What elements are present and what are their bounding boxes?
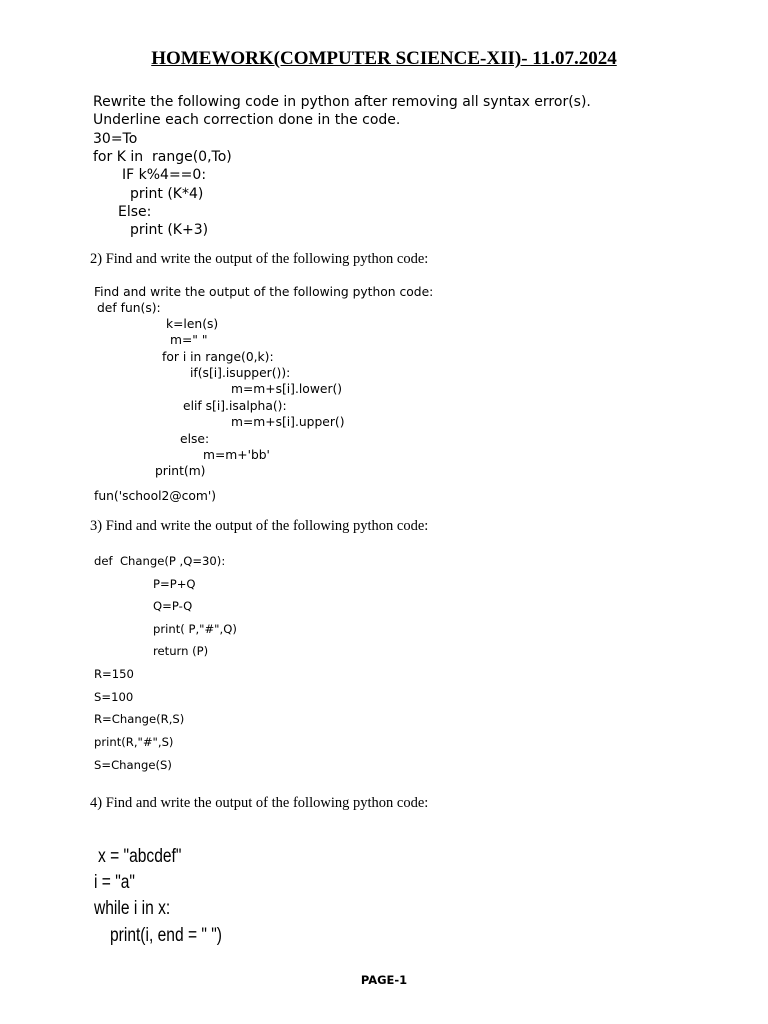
q4-code-line: i = "a" <box>94 872 135 893</box>
question-2-prompt: 2) Find and write the output of the following python code: <box>90 251 429 267</box>
q4-code-line: x = "abcdef" <box>98 846 182 867</box>
q2-code-line: for i in range(0,k): <box>162 350 274 364</box>
q3-code-line: S=Change(S) <box>94 758 172 772</box>
q2-code-line: Find and write the output of the following python code: <box>94 285 434 299</box>
question-4-prompt: 4) Find and write the output of the following python code: <box>90 795 429 811</box>
q1-code-line: print (K+3) <box>130 222 209 238</box>
q2-code-line: def fun(s): <box>97 301 161 315</box>
q1-code-line: 30=To <box>93 131 138 147</box>
q2-code-line: if(s[i].isupper()): <box>190 366 291 380</box>
q3-code-line: R=150 <box>94 667 134 681</box>
q2-code-line: m=m+s[i].upper() <box>231 415 345 429</box>
q4-code-line: while i in x: <box>94 898 171 919</box>
q2-code-line: m=" " <box>170 333 208 347</box>
q1-code-line: print (K*4) <box>130 186 204 202</box>
q1-instruction-line: Rewrite the following code in python after removing all syntax error(s). <box>93 94 591 110</box>
q2-code-line: m=m+s[i].lower() <box>231 382 343 396</box>
q4-code-line: print(i, end = " ") <box>110 925 222 946</box>
q2-code-line: else: <box>180 432 210 446</box>
q2-code-line: elif s[i].isalpha(): <box>183 399 287 413</box>
q3-code-line: print( P,"#",Q) <box>153 622 237 636</box>
page-title: HOMEWORK(COMPUTER SCIENCE-XII)- 11.07.2024 <box>151 48 617 69</box>
q3-code-line: return (P) <box>153 644 209 658</box>
q3-code-line: P=P+Q <box>153 577 196 591</box>
q2-code-line: k=len(s) <box>166 317 219 331</box>
q3-code-line: S=100 <box>94 690 134 704</box>
q1-code-line: Else: <box>118 204 152 220</box>
q3-code-line: def Change(P ,Q=30): <box>94 554 226 568</box>
q1-instruction-line: Underline each correction done in the code. <box>93 112 401 128</box>
q3-code-line: print(R,"#",S) <box>94 735 174 749</box>
q1-code-line: IF k%4==0: <box>122 167 207 183</box>
page-number: PAGE-1 <box>360 973 408 987</box>
question-3-prompt: 3) Find and write the output of the following python code: <box>90 518 429 534</box>
q3-code-line: Q=P-Q <box>153 599 193 613</box>
q2-code-line: fun('school2@com') <box>94 489 217 503</box>
q3-code-line: R=Change(R,S) <box>94 712 185 726</box>
q1-code-line: for K in range(0,To) <box>93 149 232 165</box>
q2-code-line: m=m+'bb' <box>203 448 270 462</box>
q2-code-line: print(m) <box>155 464 206 478</box>
